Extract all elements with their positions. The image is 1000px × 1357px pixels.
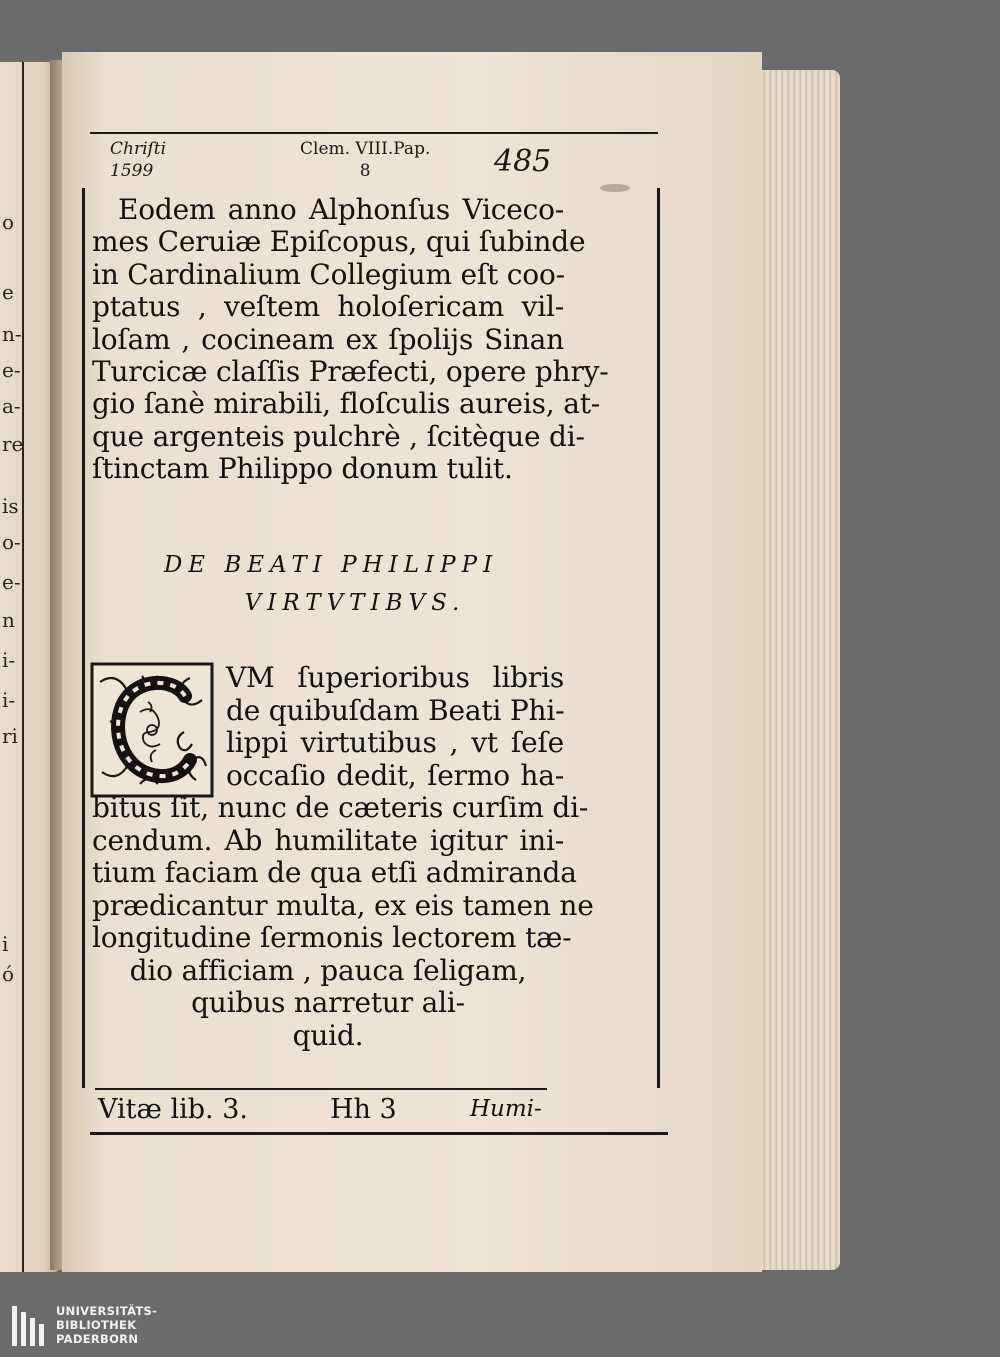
page-footer [98,1094,558,1130]
text-line: que argenteis pulchrè , ſcitèque di- [92,419,585,453]
header-pope-year: 8 [359,161,371,181]
text-line: cendum. Ab humilitate igitur ini- [92,823,564,857]
text-line: bitus ſit, nunc de cæteris curſim di- [92,791,589,824]
margin-fragment: n [2,608,15,632]
logo-line: BIBLIOTHEK [56,1318,137,1332]
text-line: ptatus , veſtem holoſericam vil- [92,290,564,324]
logo-line: UNIVERSITÄTS- [56,1304,158,1318]
page-number: 485 [494,144,552,179]
text-line: dio afficiam , pauca ſeligam, [129,953,527,987]
text-line: Turcicæ claſſis Præfecti, opere phry- [92,355,609,389]
margin-fragment: re [2,432,24,456]
margin-fragment: e [2,280,14,304]
paragraph-2 [92,661,594,1052]
text-line: ſtinctam Philippo donum tulit. [92,452,513,486]
signature-mark: Hh 3 [330,1094,397,1125]
header-year-label: Chriſti [110,139,167,159]
margin-fragment: ó [2,962,15,986]
header-year: 1599 [110,161,154,181]
catchword: Humi- [470,1096,542,1122]
margin-fragment: e- [2,570,21,594]
logo-line: PADERBORN [56,1332,139,1346]
margin-fragment: n- [2,322,22,346]
margin-fragment: i- [2,648,16,672]
text-line: VM ſuperioribus libris [226,661,564,694]
header-middle [300,138,430,182]
margin-fragment: o- [2,530,21,554]
footer-reference: Vitæ lib. 3. [98,1094,248,1125]
text-line: loſam , cocineam ex ſpolijs Sinan [92,322,564,356]
margin-fragment: e- [2,358,21,382]
margin-fragment: is [2,494,19,518]
margin-fragment: o [2,210,15,234]
library-logo [12,1304,202,1350]
margin-fragment: ri [2,724,18,748]
footer-rule [90,1132,668,1135]
section-heading-line2: VIRTVTIBVS. [244,590,466,616]
header-pope: Clem. VIII.Pap. [300,139,431,159]
margin-fragment: i [2,932,9,956]
text-line: tium faciam de qua etſi admiranda [92,856,577,889]
text-line: gio ſanè mirabili, floſculis aureis, at- [92,387,601,421]
header-left [110,138,166,182]
text-line: quibus narretur ali- [191,986,465,1019]
header-rule [90,132,658,134]
margin-fragment: a- [2,394,21,418]
paragraph-1 [92,193,609,486]
text-line: in Cardinalium Collegium eſt coo- [92,257,565,291]
text-line: de quibuſdam Beati Phi- [226,693,565,727]
running-header [110,138,570,188]
text-line: lippi virtutibus , vt ſeſe [226,726,564,759]
margin-fragment: i- [2,688,16,712]
text-line: quid. [292,1018,364,1052]
section-heading-line1: DE BEATI PHILIPPI [163,552,499,578]
text-line: longitudine ſermonis lectorem tæ- [92,921,572,954]
text-line: Eodem anno Alphonſus Viceco- [118,193,564,226]
left-page-margin [0,62,24,1272]
text-line: mes Ceruiæ Epiſcopus, qui ſubinde [92,225,586,259]
text-line: occaſio dedit, ſermo ha- [226,758,564,792]
text-line: prædicantur multa, ex eis tamen ne [92,888,594,922]
library-logo-text [56,1304,157,1346]
text-frame-bottom [95,1088,547,1090]
library-logo-icon [12,1306,46,1346]
